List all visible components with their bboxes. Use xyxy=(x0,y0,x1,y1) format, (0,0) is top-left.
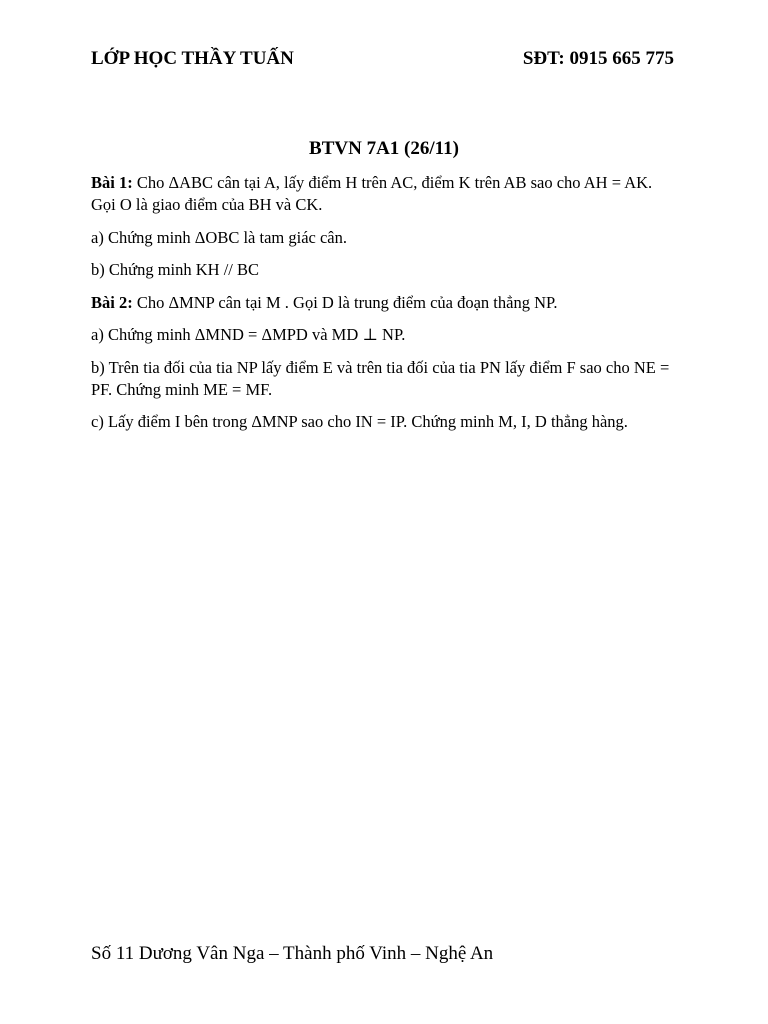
exercise-2-intro xyxy=(91,292,676,314)
footer-address: Số 11 Dương Vân Nga – Thành phố Vinh – Nghệ An xyxy=(91,943,494,964)
exercise-1-part-b: b) Chứng minh KH // BC xyxy=(91,260,259,279)
exercise-1-text: Cho ΔABC cân tại A, lấy điểm H trên AC, điểm K trên AB sao cho AH = AK. Gọi O là giao điểm của BH và CK. xyxy=(91,173,653,214)
exercise-1-intro xyxy=(91,172,676,216)
exercise-content xyxy=(91,172,676,444)
document-title: BTVN 7A1 (26/11) xyxy=(309,138,459,159)
exercise-2-part-a: a) Chứng minh ΔMND = ΔMPD và MD ⊥ NP. xyxy=(91,325,406,344)
exercise-1-part-a: a) Chứng minh ΔOBC là tam giác cân. xyxy=(91,227,347,247)
exercise-2-label: Bài 2: xyxy=(91,292,133,312)
header-phone: SĐT: 0915 665 775 xyxy=(522,48,674,69)
header-class-name: LỚP HỌC THẦY TUẤN xyxy=(91,48,294,69)
exercise-1-label: Bài 1: xyxy=(91,173,133,192)
exercise-2-part-c: c) Lấy điểm I bên trong ΔMNP sao cho IN = IP. Chứng minh M, I, D thẳng hàng. xyxy=(91,412,628,431)
exercise-2-text: Cho ΔMNP cân tại M . Gọi D là trung điểm của đoạn thẳng NP. xyxy=(132,292,558,312)
exercise-2-part-b: b) Trên tia đối của tia NP lấy điểm E và trên tia đối của tia PN lấy điểm F sao cho NE = PF. Chứng minh ME = MF. xyxy=(91,357,670,399)
